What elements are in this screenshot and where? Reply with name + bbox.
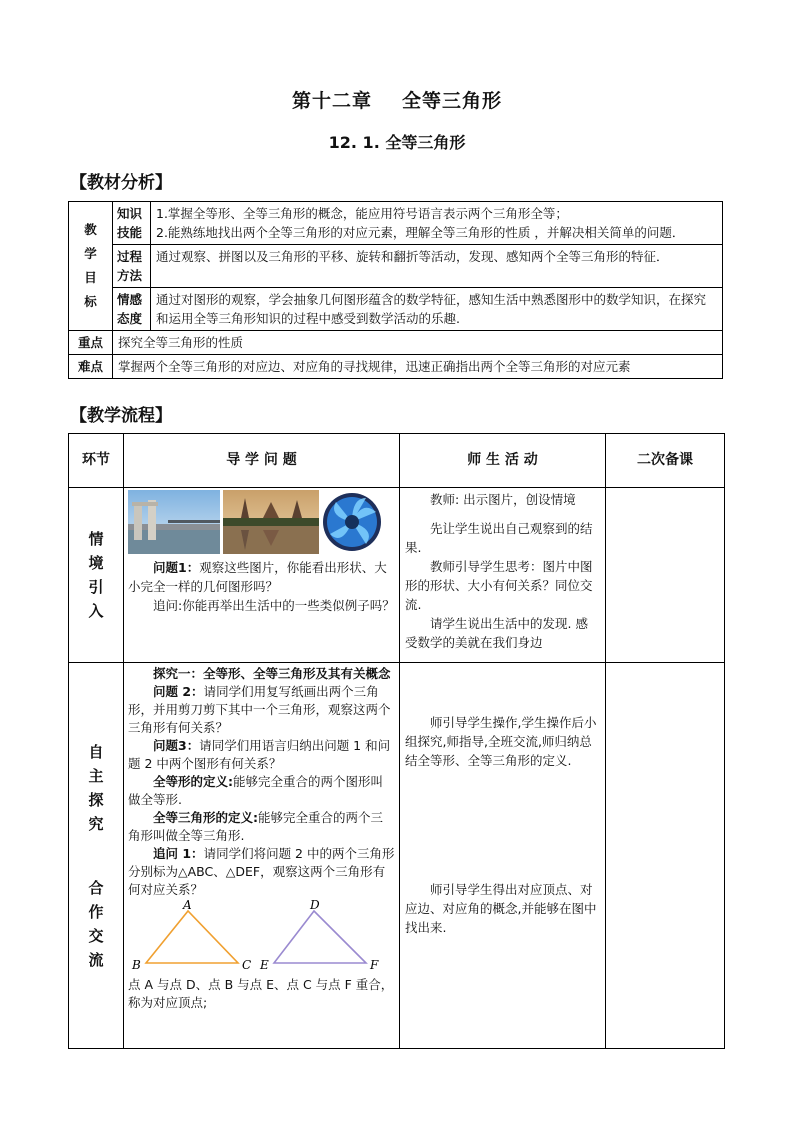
triangles-figure <box>128 899 390 971</box>
header-stage: 环节 <box>69 434 124 488</box>
stage-intro-activity: 教师: 出示图片，创设情境 先让学生说出自己观察到的结果. 教师引导学生思考：图片中图形的形状、大小有何关系？同位交流. 请学生说出生活中的发现. 感受数学的美就在我们身边 <box>400 488 606 663</box>
point-c-label: C <box>242 958 252 971</box>
stage-explore-label: 自 主 探 究 合 作 交 流 <box>69 663 124 1049</box>
triangle-def <box>274 911 366 963</box>
definition-congruent-shape: 全等形的定义:能够完全重合的两个图形叫做全等形. <box>128 774 384 807</box>
question-3: 问题3：请同学们用语言归纳出问题 1 和问题 2 中两个图形有何关系？ <box>128 738 391 771</box>
stage-intro-questions <box>124 488 400 663</box>
row-text-emotion: 通过对图形的观察，学会抽象几何图形蕴含的数学特征，感知生活中熟悉图形中的数学知识，在探究和运用全等三角形知识的过程中感受到数学活动的乐趣. <box>151 288 723 331</box>
chapter-number: 第十二章 <box>291 90 372 112</box>
explore-title: 探究一：全等形、全等三角形及其有关概念 <box>153 666 391 681</box>
question-2: 问题 2：请同学们用复写纸画出两个三角形，并用剪刀剪下其中一个三角形，观察这两个三角形有何关系？ <box>128 684 391 735</box>
point-e-label: E <box>260 958 269 971</box>
followup-question: 追问:你能再举出生活中的一些类似例子吗？ <box>153 598 395 613</box>
stage-explore-notes <box>606 663 725 1049</box>
followup-1: 追问 1：请同学们将问题 2 中的两个三角形分别标为△ABC、△DEF，观察这两个三角形有何对应关系？ <box>128 846 395 897</box>
point-a-label: A <box>183 899 192 912</box>
point-d-label: D <box>310 899 320 912</box>
header-questions: 导 学 问 题 <box>124 434 400 488</box>
row-text-knowledge: 1.掌握全等形、全等三角形的概念，能应用符号语言表示两个三角形全等； 2.能熟练地找出两个全等三角形的对应元素，理解全等三角形的性质 ，并解决相关简单的问题． <box>151 202 723 245</box>
chapter-title <box>0 86 794 113</box>
key-label: 重点 <box>69 331 113 355</box>
fan-photo <box>322 490 382 554</box>
stage-intro-notes <box>606 488 725 663</box>
flow-table <box>68 433 725 1049</box>
correspond-text: 点 A 与点 D、点 B 与点 E、点 C 与点 F 重合，称为对应顶点; <box>128 977 394 1010</box>
header-notes: 二次备课 <box>606 434 725 488</box>
definition-congruent-triangle: 全等三角形的定义:能够完全重合的两个三角形叫做全等三角形. <box>128 810 384 843</box>
difficulty-label: 难点 <box>69 355 113 379</box>
stage-intro-label: 情 境 引 入 <box>69 488 124 663</box>
difficulty-text: 掌握两个全等三角形的对应边、对应角的寻找规律，迅速正确指出两个全等三角形的对应元素 <box>113 355 723 379</box>
section-title: 12. 1. 全等三角形 <box>328 133 466 152</box>
goal-label: 教 学 目 标 <box>69 202 113 331</box>
chapter-name: 全等三角形 <box>402 90 503 112</box>
header-activity: 师 生 活 动 <box>400 434 606 488</box>
stage-explore-questions <box>124 663 400 1049</box>
analysis-heading: 【教材分析】 <box>70 173 172 193</box>
point-f-label: F <box>370 958 379 971</box>
flow-heading: 【教学流程】 <box>70 406 172 426</box>
row-label-process: 过程 方法 <box>113 245 151 288</box>
point-b-label: B <box>132 958 141 971</box>
key-text: 探究全等三角形的性质 <box>113 331 723 355</box>
row-label-emotion: 情感 态度 <box>113 288 151 331</box>
question-1: 问题1：观察这些图片，你能看出形状、大小完全一样的几何图形吗？ <box>128 560 387 594</box>
temple-photo <box>223 490 319 554</box>
row-label-knowledge: 知识 技能 <box>113 202 151 245</box>
triangle-abc <box>146 911 238 963</box>
row-text-process: 通过观察、拼图以及三角形的平移、旋转和翻折等活动，发现、感知两个全等三角形的特征． <box>151 245 723 288</box>
stage-explore-activity: 师引导学生操作,学生操作后小组探究,师指导,全班交流,师归纳总结全等形、全等三角形的定义. 师引导学生得出对应顶点、对应边、对应角的概念,并能够在图中找出来. <box>400 663 606 1049</box>
bridge-photo <box>128 490 220 554</box>
analysis-table <box>68 201 723 379</box>
